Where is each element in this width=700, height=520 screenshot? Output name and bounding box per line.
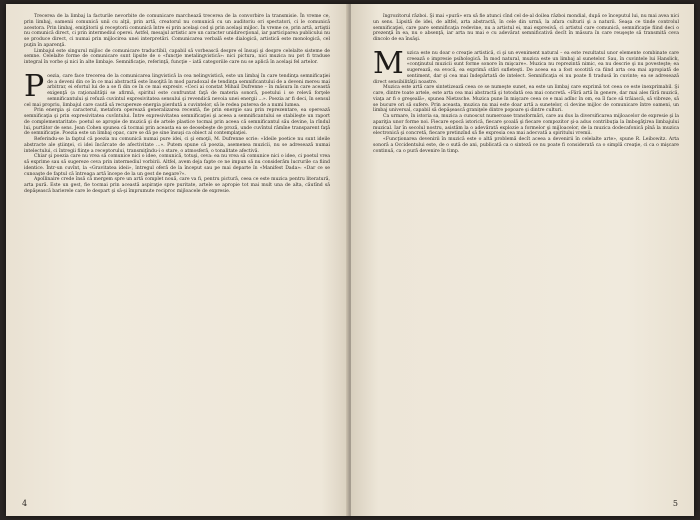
paragraph: Ca urmare, în istoria sa, muzica a cunoscut numeroase transformări, care au dus la diversificarea mijloacelor de expresie şi la apariţia unor forme noi. Fiecare epocă istorică, fiecare şcoală şi fiecare compozitor şi-a adus contribuţia la îmbogăţirea limbajului muzical. Iar în secolul nostru, asistăm la o adevărată explozie a formelor şi mijloacelor, de la muzica dodecafonică pînă la muzica electronică şi concretă, fiecare pretinzînd să fie expresia cea mai adecvată a spiritului vremii.	[373, 114, 679, 137]
page-number: 4	[22, 499, 28, 508]
paragraph-dropcap	[24, 68, 330, 109]
paragraph: Chiar şi poezia care nu vrea să comunice nici o idee, comunică, totuşi, ceva: ea nu vrea să comunice nici o idee, ci poetul vrea să exprime sau să sugereze ceva prin intermediul vorbirii. Altfel, avem deja fapte ce ne impun să nu considerăm lucrurile ca fiind identice. Într-un cuvînt, la «Gravitatea ideii», întregul oferă de la început sau pe mai departe în «Manifest Dada»: «Dar ce se cunoaşte de faptul că întreaga artă începe de la un gest de negare?».	[24, 154, 330, 177]
paragraph-dropcap	[373, 45, 679, 86]
page-number: 5	[672, 499, 678, 508]
drop-cap-letter: P	[24, 68, 45, 104]
book-spread	[6, 4, 694, 516]
right-page-text	[373, 14, 679, 154]
left-page-text	[24, 14, 330, 195]
drop-cap-letter: M	[373, 45, 404, 81]
paragraph: «Funcţionarea devenirii în muzică este o altă problemă decît aceea a devenirii în celelalte arte», spune R. Leibowitz. Arta sonoră a Occidentului este, de o sută de ani, publicată ca o sinteză ce nu poate fi considerată ca o simplă creaţie, ci ca o mişcare continuă, ca o pură devenire în timp.	[373, 137, 679, 154]
right-page	[351, 4, 694, 516]
paragraph-body: uzica este nu doar o creaţie artistică, ci şi un eveniment natural – ea este rezultatul unor elemente combinate care creează o impresie psihologică. În mod natural, muzica este un limbaj al sunetelor. Sau, în cuvintele lui Hanslick, «conţinutul muzicii sunt forme sonore în mişcare». Muzica nu reprezintă nimic, ea nu descrie şi nu povesteşte; ea sugerează, ea evocă, ea exprimă stări sufleteşti. De aceea ea a fost socotită ca fiind arta cea mai apropiată de sentiment, dar şi cea mai îndepărtată de intelect. Semnificaţia ei nu poate fi tradusă în cuvinte; ea se adresează direct sensibilităţii noastre.	[373, 50, 679, 85]
paragraph: Prin energia şi caracterul, metafora operează generalizarea recentă, fie prin energie sau prin reprezentare, ea operează semnificaţia şi prin expresivitatea cuvîntului. Între expresivitatea semnificaţiei şi aceea a semnificantului se stabileşte un raport de complementaritate: poetul se apropie de muzică şi de artele plastice tocmai prin aceea că semnificantul său devine, la rîndul lui, purtător de sens. Jean Cohen spunea că tocmai prin aceasta ea se deosebeşte de proză, unde cuvîntul rămîne transparent faţă de semnificaţie. Poezia este un limbaj opac, care se dă pe sine însuşi ca obiect al contemplaţiei.	[24, 108, 330, 137]
paragraph: Trecerea de la limbaj la facturile nevorbite de comunicare marchează trecerea de la convorbire la transmisie. În vreme ce, prin limbaj, oamenii comunică unii cu alţii, prin artă, creatorul nu comunică cu un auditoriu ori spectatori, ci le comunică acestora. Prin limbaj, emiţătorii şi receptorii comunică între ei prin acelaşi cod şi prin acelaşi mijloc. În vreme ce, prin artă, artiştii nu comunică direct, ci prin intermediul operei. Astfel, mesajul artistic are un caracter unidirecţional, iar participarea publicului nu se produce direct, ci numai prin mijlocirea unei interpretări. Comunicarea verbală este dialogică, artistică este monologică, cel puţin în aparenţă.	[24, 14, 330, 48]
paragraph: Muzica este artă care sintetizează ceea ce se numeşte sunet, ea este un limbaj care exprimă tot ceea ce este inexprimabil. Şi care, dintre toate artele, este arta cea mai abstractă şi totodată cea mai concretă. «Fără artă în genere, dar mai ales fără muzică, viaţa ar fi o greşeală», spunea Nietzsche. Muzica pune în mişcare ceea ce e mai adînc în om, ea îl face să trăiască, să vibreze, să se bucure ori să sufere. Prin aceasta, muzica nu mai este doar artă a sunetelor, ci devine mijloc de comunicare între oameni, un limbaj universal, capabil să depăşească graniţele dintre popoare şi dintre culturi.	[373, 85, 679, 114]
paragraph: Apollinaire crede însă că mergem spre un artă complet nouă, care va fi, pentru pictură, ceea ce este muzica pentru literatură, arta pură. Este un gest, fie tocmai prin această aspiraţie spre puritate, artele se apropie tot mai mult una de alta, căutînd să depăşească barierele care le despart şi să-şi împrumute reciproc mijloacele de expresie.	[24, 177, 330, 194]
paragraph: îngrozitorul război. Şi mai «pură» era să fie atunci cînd cel de-al doilea război mondial, după ce începutul lui, nu mai avea nici un sens. Lipsită de idei, de altfel, arta abstractă, în cele din urmă, la afara culturii şi a naturii. Seaşa ce tinde controlul semnificaţiei, care pare semnificaţia redevine, nu a artistul ei, mai expresivă, ci artistul care comunică, semnificaţie fiind deci o prezenţă în ea, nu o absenţă, iar arta nu mai e cu adevărat semnificativă decît în măsura în care reuşeşte să transmită ceva dincolo de ea însăşi.	[373, 14, 679, 42]
left-page	[6, 4, 349, 516]
paragraph-body: oezia, care face trecerea de la comunicarea lingvistică la cea nelingvistică, este un limbaj în care tendinţa semnificaţiei de a deveni din ce în ce mai abstractă este însoţită în mod paradoxal de tendinţa semnificantului de a deveni mereu mai arbitrar, ei efortul lui de a se fi din ce în ce mai expresiv. «Ceci ai constat Mihail Dufrenne – în măsura în care această exigenţă (a raţionalităţii se afirmă, spiritul este confruntat faţă de materia sonoră, poetului i se relevă forţele semnificantului şi refuză cuvintul expresivitatea sensului şi revendică nevoia unei energii ...». Poezia ar fi deci, în sensul cel mai propriu, limbajul care caută să recupereze energia pierdută a cuvintelor, să le redea puterea de a numi lumea.	[24, 73, 330, 108]
paragraph: Referindu-se la faptul că poezia nu comunică numai pure idei, ci şi emoţii, M. Dufrenne scrie: «Ideile poetice nu sunt ideile abstracte ale ştiinţei, ci idei încărcate de afectivitate ...». Putem spune că poezia, asemenea muzicii, nu se adresează numai intelectului, ci întregii fiinţe a receptorului, transmiţîndu-i o stare, o atmosferă, o tonalitate afectivă.	[24, 137, 330, 154]
paragraph: Limbajul este singurul mijloc de comunicare traductibil, capabil să vorbească despre el însuşi şi despre celelalte sisteme de semne. Celelalte forme de comunicare sunt lipsite de o «funcţie metalingvistică»: nici pictura, nici muzica nu pot fi traduse integral în vorbe şi nici în alte limbaje. Semnificaţie, referinţă, funcţie – iată categoriile care nu se aplică în acelaşi fel artelor.	[24, 48, 330, 65]
